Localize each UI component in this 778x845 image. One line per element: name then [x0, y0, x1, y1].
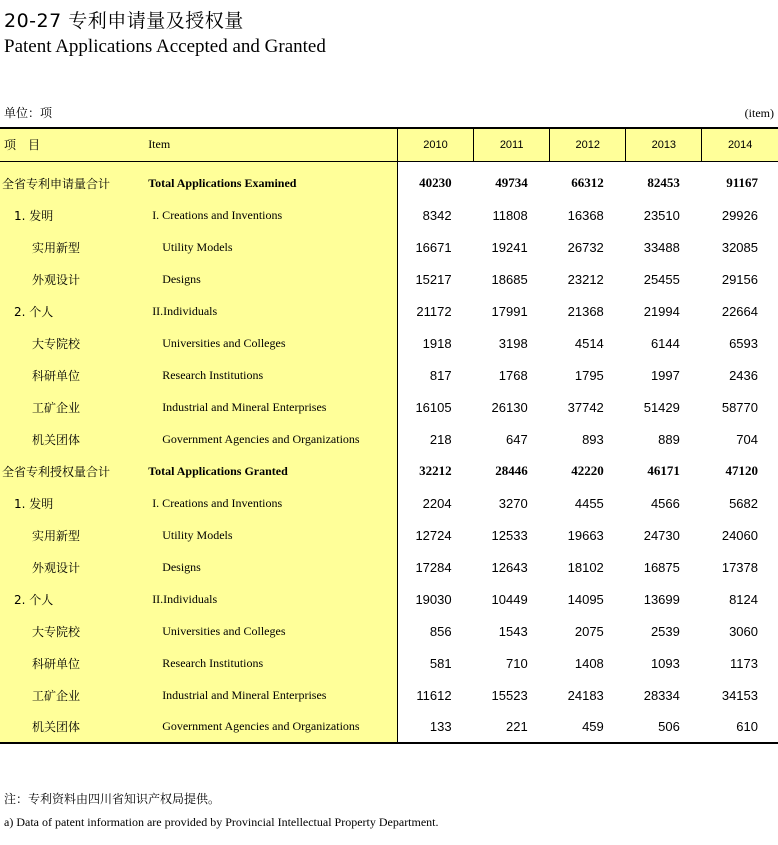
row-label-en: I. Creations and Inventions: [146, 487, 397, 519]
cell-value: 22664: [721, 303, 758, 319]
cell-value: 13699: [643, 591, 680, 607]
cell-value: 19663: [567, 527, 604, 543]
cell-value: 33488: [643, 239, 680, 255]
table-row: [0, 161, 778, 199]
cell-value: 6593: [729, 335, 758, 351]
row-label-cn: 1. 发明: [0, 199, 146, 231]
cell-value: 24730: [643, 527, 680, 543]
row-label-en: Universities and Colleges: [146, 327, 397, 359]
page-title-en: Patent Applications Accepted and Granted: [4, 36, 326, 57]
cell-value: 58770: [721, 399, 758, 415]
table-body: [0, 161, 778, 743]
row-label-cn: 工矿企业: [0, 391, 146, 423]
cell-value: 29156: [721, 271, 758, 287]
cell-value: 1543: [498, 623, 528, 639]
cell-value: 82453: [647, 175, 680, 191]
row-label-en: Designs: [146, 551, 397, 583]
table-header-row: [0, 128, 778, 161]
cell-value: 1173: [730, 655, 758, 671]
header-year: 2011: [474, 128, 550, 161]
footnote-cn: 注：专利资料由四川省知识产权局提供。: [4, 792, 221, 806]
cell-value: 1768: [498, 367, 528, 383]
cell-value: 12533: [491, 527, 528, 543]
row-label-cn: 2. 个人: [0, 295, 146, 327]
patent-table: [0, 127, 778, 744]
cell-value: 34153: [721, 687, 758, 703]
row-label-en: Industrial and Mineral Enterprises: [146, 391, 397, 423]
footnote-en: a) Data of patent information are provided by Provincial Intellectual Property Department.: [4, 815, 439, 829]
cell-value: 17991: [491, 303, 528, 319]
cell-value: 1997: [650, 367, 680, 383]
row-label-en: Research Institutions: [146, 647, 397, 679]
header-item-cn: 项 目: [0, 128, 146, 161]
cell-value: 16105: [415, 399, 452, 415]
cell-value: 2539: [650, 623, 680, 639]
row-label-en: Government Agencies and Organizations: [146, 711, 397, 743]
row-label-cn: 外观设计: [0, 551, 146, 583]
cell-value: 1408: [574, 655, 604, 671]
table-row: [0, 231, 778, 263]
cell-value: 710: [505, 655, 528, 671]
table-row: [0, 327, 778, 359]
row-label-cn: 机关团体: [0, 423, 146, 455]
cell-value: 16671: [415, 239, 452, 255]
row-label-cn: 机关团体: [0, 711, 146, 743]
cell-value: 21368: [567, 303, 604, 319]
table-row: [0, 295, 778, 327]
row-label-cn: 实用新型: [0, 519, 146, 551]
table-row: [0, 551, 778, 583]
cell-value: 28446: [495, 463, 528, 478]
cell-value: 11612: [416, 687, 452, 703]
table-row: [0, 519, 778, 551]
cell-value: 16368: [567, 207, 604, 223]
table-row: [0, 487, 778, 519]
cell-value: 889: [658, 431, 680, 447]
cell-value: 1093: [650, 655, 680, 671]
cell-value: 16875: [643, 559, 680, 575]
header-year: 2014: [702, 128, 778, 161]
row-label-cn: 全省专利授权量合计: [0, 455, 146, 487]
cell-value: 19030: [415, 591, 452, 607]
cell-value: 817: [429, 367, 452, 383]
cell-value: 42220: [571, 463, 604, 478]
cell-value: 8124: [729, 591, 758, 607]
table-row: [0, 391, 778, 423]
unit-label-cn: 单位：项: [4, 106, 53, 120]
cell-value: 856: [429, 623, 452, 639]
cell-value: 17378: [721, 559, 758, 575]
row-label-en: Total Applications Examined: [146, 161, 397, 199]
header-year: 2013: [626, 128, 702, 161]
row-label-cn: 工矿企业: [0, 679, 146, 711]
cell-value: 91167: [726, 175, 758, 191]
cell-value: 4566: [650, 495, 680, 511]
cell-value: 15523: [491, 687, 528, 703]
unit-label-en: (item): [744, 106, 774, 120]
row-label-en: Industrial and Mineral Enterprises: [146, 679, 397, 711]
cell-value: 19241: [491, 239, 528, 255]
row-label-en: Utility Models: [146, 231, 397, 263]
cell-value: 46171: [647, 463, 680, 478]
row-label-cn: 科研单位: [0, 359, 146, 391]
cell-value: 24183: [567, 687, 604, 703]
cell-value: 21172: [416, 303, 452, 319]
cell-value: 893: [582, 431, 604, 447]
row-label-en: I. Creations and Inventions: [146, 199, 397, 231]
row-label-cn: 外观设计: [0, 263, 146, 295]
cell-value: 18102: [567, 559, 604, 575]
cell-value: 23212: [567, 271, 604, 287]
cell-value: 4455: [574, 495, 604, 511]
table-row: [0, 359, 778, 391]
cell-value: 2436: [729, 367, 758, 383]
cell-value: 24060: [721, 527, 758, 543]
cell-value: 6144: [650, 335, 680, 351]
cell-value: 25455: [643, 271, 680, 287]
cell-value: 23510: [643, 207, 680, 223]
row-label-cn: 2. 个人: [0, 583, 146, 615]
table-row: [0, 711, 778, 743]
cell-value: 28334: [643, 687, 680, 703]
cell-value: 40230: [419, 175, 452, 191]
table-row: [0, 615, 778, 647]
row-label-cn: 科研单位: [0, 647, 146, 679]
row-label-en: Total Applications Granted: [146, 455, 397, 487]
cell-value: 66312: [571, 175, 604, 191]
cell-value: 8342: [422, 207, 452, 223]
cell-value: 12724: [415, 527, 452, 543]
cell-value: 47120: [725, 463, 758, 478]
header-year: 2012: [550, 128, 626, 161]
cell-value: 647: [505, 431, 528, 447]
cell-value: 2204: [422, 495, 452, 511]
cell-value: 37742: [567, 399, 604, 415]
row-label-cn: 大专院校: [0, 615, 146, 647]
cell-value: 3270: [498, 495, 528, 511]
cell-value: 1795: [574, 367, 604, 383]
cell-value: 3060: [729, 623, 758, 639]
table-row: [0, 583, 778, 615]
cell-value: 32212: [419, 463, 452, 478]
table-row: [0, 263, 778, 295]
row-label-en: Utility Models: [146, 519, 397, 551]
cell-value: 10449: [491, 591, 528, 607]
row-label-en: Universities and Colleges: [146, 615, 397, 647]
table-row: [0, 199, 778, 231]
row-label-en: II.Individuals: [146, 295, 397, 327]
cell-value: 12643: [491, 559, 528, 575]
row-label-en: II.Individuals: [146, 583, 397, 615]
cell-value: 610: [702, 711, 778, 743]
table-row: [0, 455, 778, 487]
row-label-cn: 实用新型: [0, 231, 146, 263]
cell-value: 15217: [415, 271, 452, 287]
cell-value: 221: [474, 711, 550, 743]
row-label-en: Research Institutions: [146, 359, 397, 391]
table-row: [0, 679, 778, 711]
cell-value: 133: [398, 711, 474, 743]
cell-value: 18685: [491, 271, 528, 287]
cell-value: 26732: [567, 239, 604, 255]
cell-value: 2075: [574, 623, 604, 639]
cell-value: 21994: [643, 303, 680, 319]
header-item-en: Item: [146, 128, 397, 161]
cell-value: 218: [429, 431, 452, 447]
cell-value: 506: [626, 711, 702, 743]
row-label-en: Government Agencies and Organizations: [146, 423, 397, 455]
cell-value: 4514: [574, 335, 604, 351]
cell-value: 1918: [422, 335, 452, 351]
cell-value: 459: [550, 711, 626, 743]
cell-value: 26130: [491, 399, 528, 415]
cell-value: 51429: [643, 399, 680, 415]
header-year: 2010: [398, 128, 474, 161]
cell-value: 14095: [567, 591, 604, 607]
cell-value: 704: [736, 431, 758, 447]
cell-value: 29926: [721, 207, 758, 223]
cell-value: 11808: [492, 207, 528, 223]
cell-value: 5682: [729, 495, 758, 511]
row-label-cn: 全省专利申请量合计: [0, 161, 146, 199]
table-row: [0, 423, 778, 455]
cell-value: 49734: [495, 175, 528, 191]
row-label-en: Designs: [146, 263, 397, 295]
cell-value: 17284: [415, 559, 452, 575]
page-title-cn: 20-27 专利申请量及授权量: [4, 10, 244, 32]
cell-value: 581: [429, 655, 452, 671]
cell-value: 32085: [721, 239, 758, 255]
row-label-cn: 大专院校: [0, 327, 146, 359]
cell-value: 3198: [498, 335, 528, 351]
row-label-cn: 1. 发明: [0, 487, 146, 519]
table-row: [0, 647, 778, 679]
